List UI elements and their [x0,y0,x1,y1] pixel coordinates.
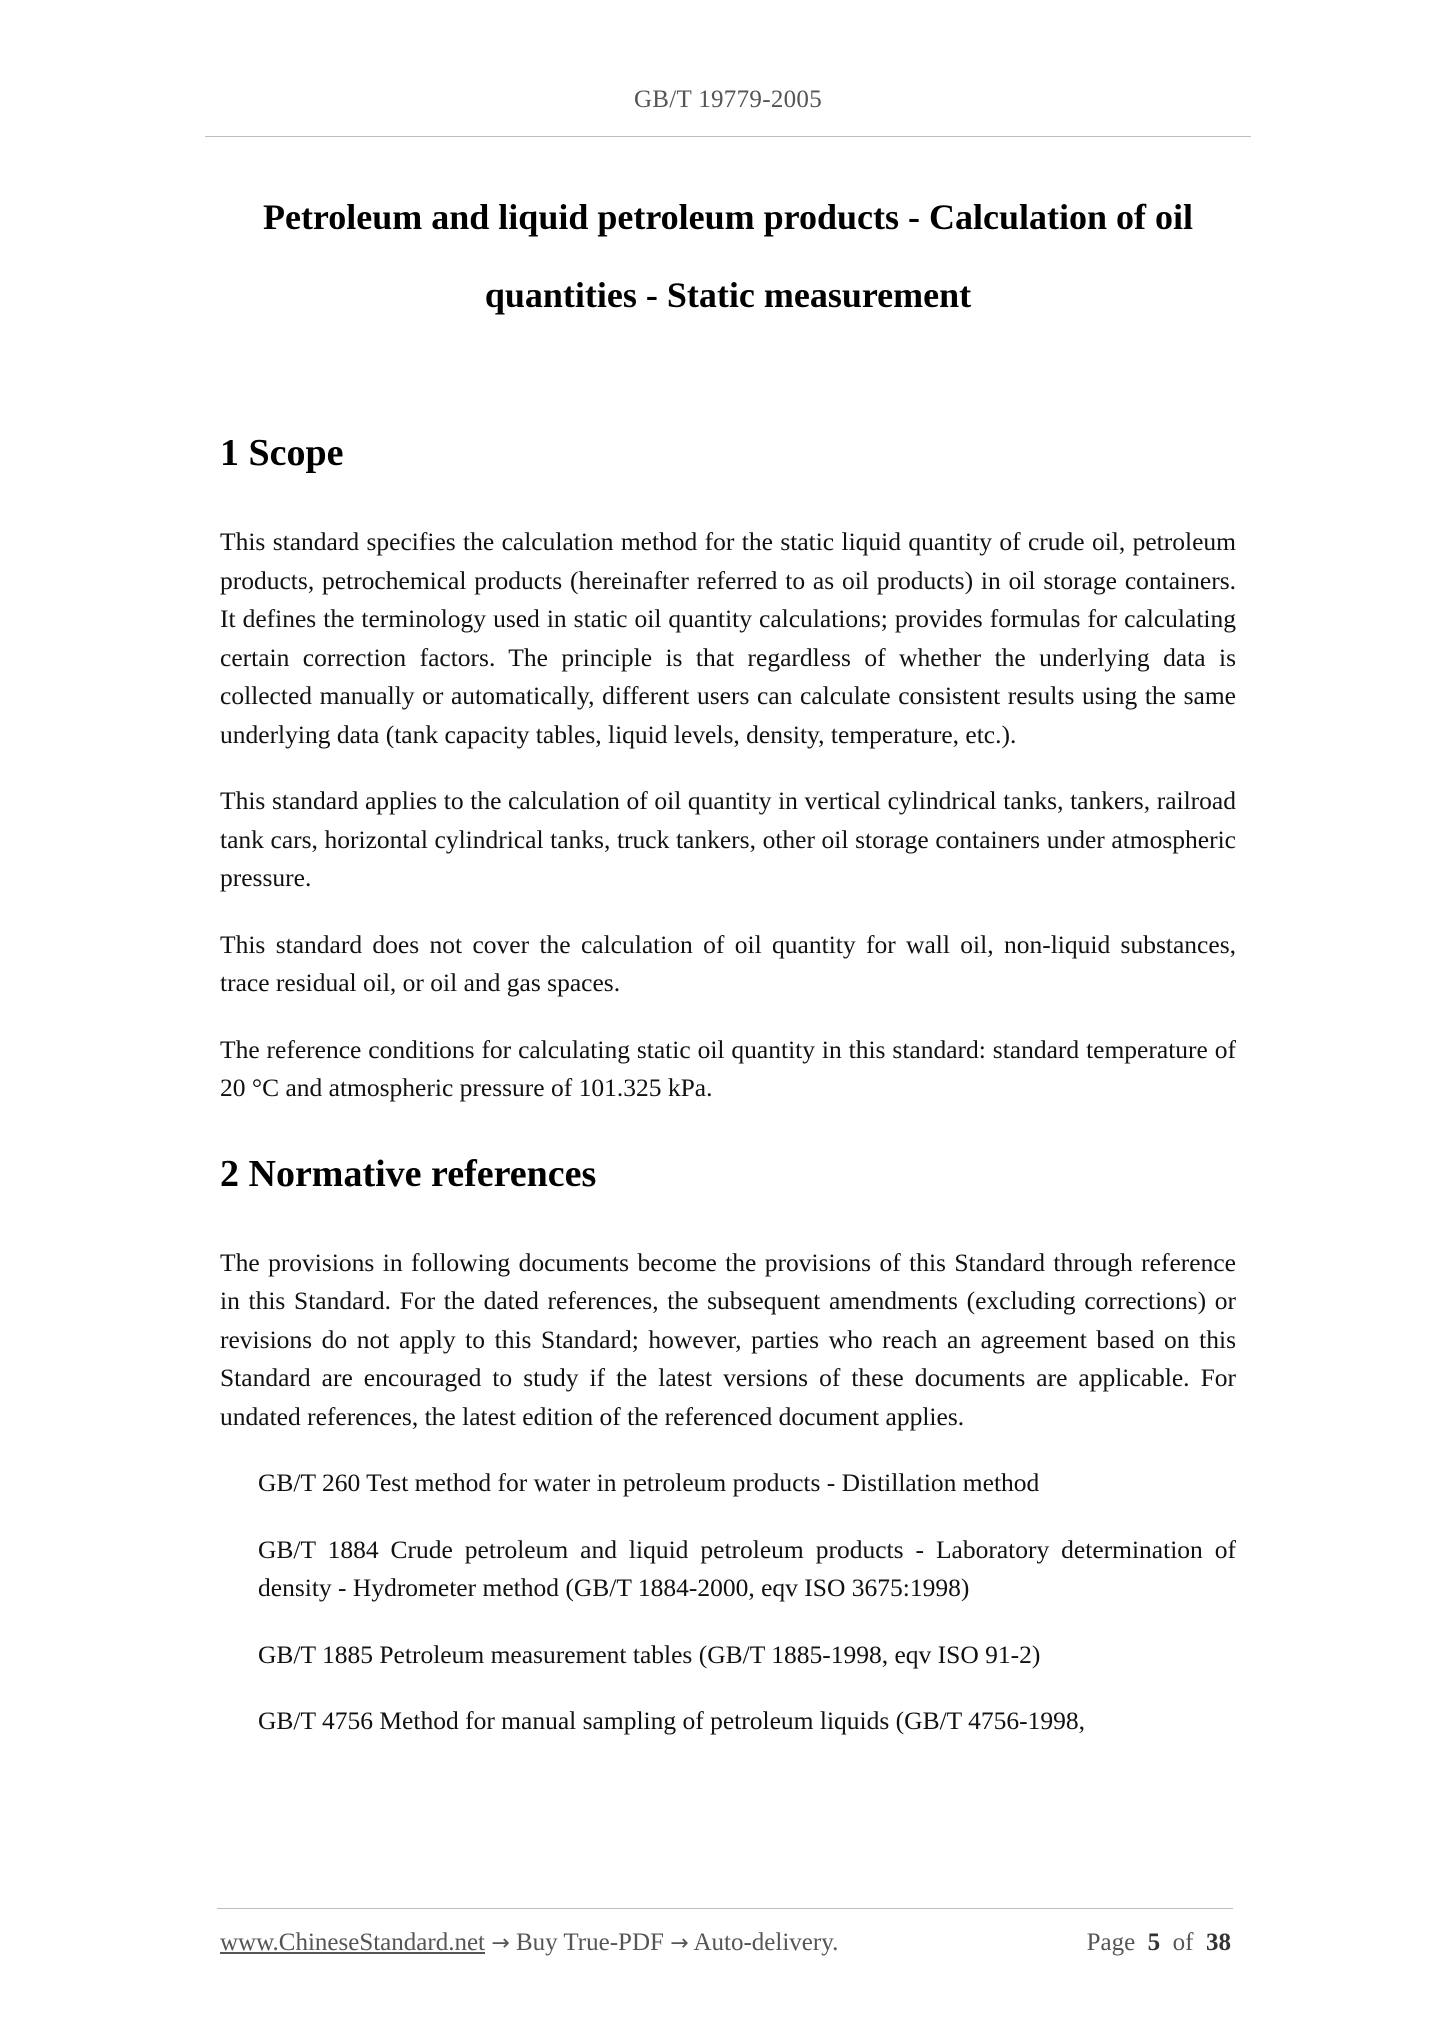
section-heading-normative-references: 2 Normative references [220,1152,597,1195]
footer-promo [220,1929,838,1957]
normative-references-intro: The provisions in following documents become the provisions of this Standard through reference in this Standard. For the dated references, the subsequent amendments (excluding corrections) or revisions do not apply to this Standard; however, parties who reach an agreement based on this Standard are encouraged to study if the latest versions of these documents are applicable. For undated references, the latest edition of the referenced document applies. [220,1247,1236,1431]
scope-paragraph-4: The reference conditions for calculating static oil quantity in this standard: standard temperature of 20 °C and atmospheric pressure of 101.325 kPa. [220,1034,1236,1102]
footer-divider [217,1908,1233,1909]
auto-delivery-text: Auto-delivery. [693,1929,839,1956]
page-header [205,86,1251,114]
reference-item: GB/T 4756 Method for manual sampling of petroleum liquids (GB/T 4756-1998, [258,1706,1086,1735]
page-of-label: of [1172,1929,1194,1956]
section-heading-scope: 1 Scope [220,432,344,474]
arrow-right-icon: → [670,1931,689,1956]
scope-paragraph-2: This standard applies to the calculation of oil quantity in vertical cylindrical tanks, tankers, railroad tank cars, horizontal cylindrical tanks, truck tankers, other oil storage containers under atmospheric pressure. [220,786,1236,892]
buy-true-pdf-text: Buy True-PDF [515,1929,664,1956]
total-pages: 38 [1206,1929,1231,1956]
reference-item: GB/T 1884 Crude petroleum and liquid petroleum products - Laboratory determination of density - Hydrometer method (GB/T 1884-2000, eqv ISO 3675:1998) [258,1534,1236,1602]
arrow-right-icon: → [491,1931,510,1956]
header-divider [205,136,1251,137]
document-body [220,430,1236,1769]
title-line-1: Petroleum and liquid petroleum products - Calculation of oil [262,197,1194,237]
current-page: 5 [1147,1929,1161,1956]
standard-code: GB/T 19779-2005 [633,86,823,113]
reference-item: GB/T 260 Test method for water in petroleum products - Distillation method [258,1468,1040,1497]
reference-item: GB/T 1885 Petroleum measurement tables (GB/T 1885-1998, eqv ISO 91-2) [258,1639,1041,1669]
scope-paragraph-3: This standard does not cover the calculation of oil quantity for wall oil, non-liquid substances, trace residual oil, or oil and gas spaces. [220,929,1236,997]
page-label: Page [1086,1929,1136,1956]
scope-paragraph-1: This standard specifies the calculation method for the static liquid quantity of crude oil, petroleum products, petrochemical products (hereinafter referred to as oil products) in oil storage containers. It defines the terminology used in static oil quantity calculations; provides formulas for calculating certain correction factors. The principle is that regardless of whether the underlying data is collected manually or automatically, different users can calculate consistent results using the same underlying data (tank capacity tables, liquid levels, density, temperature, etc.). [220,527,1236,749]
site-link[interactable]: www.ChineseStandard.net [220,1929,485,1956]
title-line-2: quantities - Static measurement [484,275,972,315]
page-number [1000,1929,1231,1957]
document-title [205,178,1251,334]
